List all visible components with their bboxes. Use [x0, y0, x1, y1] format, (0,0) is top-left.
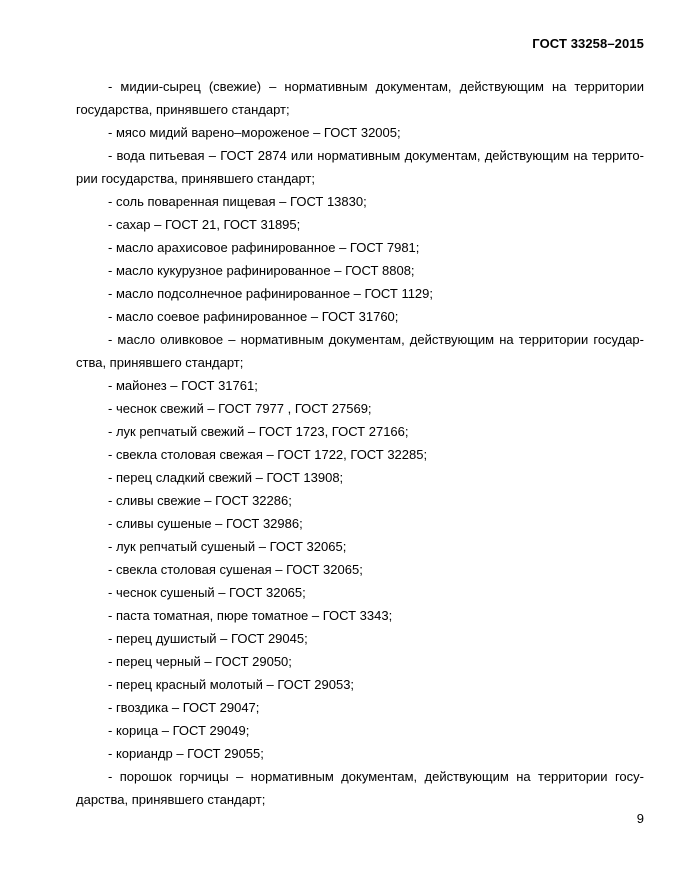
list-item-line: - перец душистый – ГОСТ 29045;	[108, 631, 308, 646]
list-item-line: - сливы свежие – ГОСТ 32286;	[108, 493, 292, 508]
list-item-line: - гвоздика – ГОСТ 29047;	[108, 700, 260, 715]
list-item-line: - перец красный молотый – ГОСТ 29053;	[108, 677, 355, 692]
list-item-line: дарства, принявшего стандарт;	[76, 792, 266, 807]
list-item-line: - майонез – ГОСТ 31761;	[108, 378, 258, 393]
list-item-line: - масло кукурузное рафинированное – ГОСТ 8808;	[108, 263, 415, 278]
list-item-line: - паста томатная, пюре томатное – ГОСТ 3343;	[108, 608, 393, 623]
list-item-line: ства, принявшего стандарт;	[76, 355, 244, 370]
list-item-line: - перец черный – ГОСТ 29050;	[108, 654, 292, 669]
list-item-line: - соль поваренная пищевая – ГОСТ 13830;	[108, 194, 367, 209]
list-item-line: - масло оливковое – нормативным документам, действующим на территории государ-	[108, 332, 644, 347]
list-item-line: - сахар – ГОСТ 21, ГОСТ 31895;	[108, 217, 301, 232]
list-item-line: - сливы сушеные – ГОСТ 32986;	[108, 516, 303, 531]
list-item-line: - свекла столовая сушеная – ГОСТ 32065;	[108, 562, 363, 577]
list-item-line: рии государства, принявшего стандарт;	[76, 171, 315, 186]
document-body	[76, 75, 644, 811]
list-item-line: - лук репчатый сушеный – ГОСТ 32065;	[108, 539, 347, 554]
list-item-line: - чеснок сушеный – ГОСТ 32065;	[108, 585, 306, 600]
list-item-line: - мидии-сырец (свежие) – нормативным документам, действующим на территории	[108, 79, 644, 94]
list-item-line: - масло арахисовое рафинированное – ГОСТ 7981;	[108, 240, 420, 255]
list-item-line: государства, принявшего стандарт;	[76, 102, 290, 117]
list-item-line: - лук репчатый свежий – ГОСТ 1723, ГОСТ 27166;	[108, 424, 409, 439]
list-item-line: - свекла столовая свежая – ГОСТ 1722, ГОСТ 32285;	[108, 447, 428, 462]
document-header-standard-code: ГОСТ 33258–2015	[532, 36, 644, 51]
list-item-line: - масло подсолнечное рафинированное – ГОСТ 1129;	[108, 286, 434, 301]
list-item-line: - кориандр – ГОСТ 29055;	[108, 746, 264, 761]
list-item-line: - масло соевое рафинированное – ГОСТ 31760;	[108, 309, 399, 324]
list-item-line: - чеснок свежий – ГОСТ 7977 , ГОСТ 27569;	[108, 401, 372, 416]
list-item-line: - перец сладкий свежий – ГОСТ 13908;	[108, 470, 344, 485]
list-item-line: - порошок горчицы – нормативным документам, действующим на территории госу-	[108, 769, 644, 784]
list-item-line: - вода питьевая – ГОСТ 2874 или нормативным документам, действующим на террито-	[108, 148, 644, 163]
list-item-line: - корица – ГОСТ 29049;	[108, 723, 250, 738]
page-number: 9	[636, 811, 644, 826]
list-item-line: - мясо мидий варено–мороженое – ГОСТ 32005;	[108, 125, 401, 140]
